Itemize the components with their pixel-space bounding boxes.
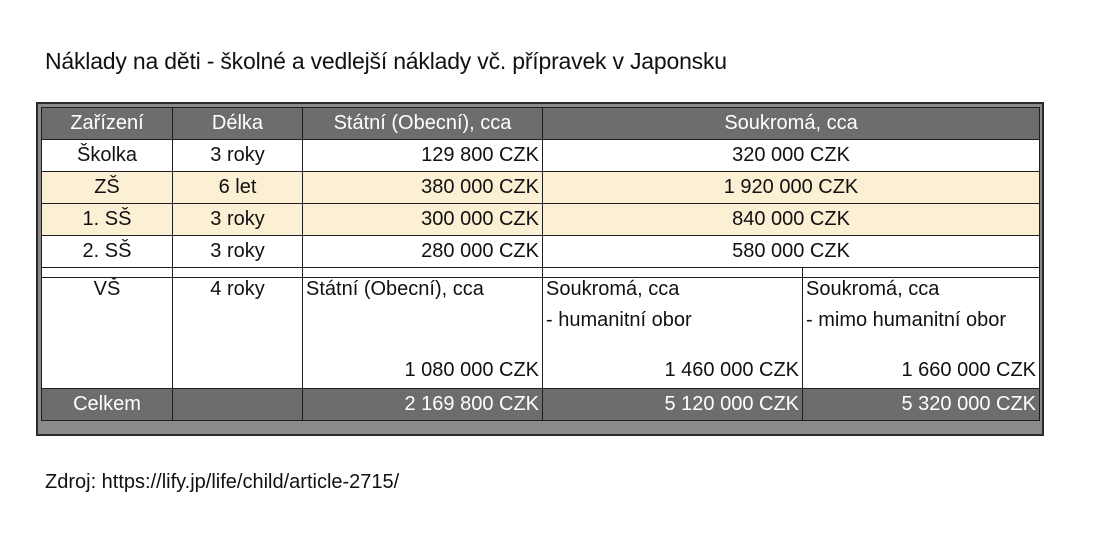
total-private-humanities: 5 120 000 CZK xyxy=(543,389,803,421)
university-row xyxy=(42,278,1040,389)
total-row xyxy=(42,389,1040,421)
cell-duration: 3 roky xyxy=(173,204,303,236)
university-private-humanities-cell xyxy=(543,278,803,389)
university-private-other-cell xyxy=(803,278,1040,389)
separator-cell xyxy=(42,268,173,278)
university-duration: 4 roky xyxy=(173,278,303,389)
university-private-other-label: Soukromá, cca xyxy=(806,278,940,300)
cell-facility: Školka xyxy=(42,140,173,172)
header-public: Státní (Obecní), cca xyxy=(303,108,543,140)
university-private-humanities-label: Soukromá, cca xyxy=(546,278,680,300)
cell-private: 580 000 CZK xyxy=(543,236,1040,268)
cell-duration: 3 roky xyxy=(173,140,303,172)
cell-private: 320 000 CZK xyxy=(543,140,1040,172)
source-note: Zdroj: https://lify.jp/life/child/article-2715/ xyxy=(45,471,400,493)
total-private-other: 5 320 000 CZK xyxy=(803,389,1040,421)
university-facility: VŠ xyxy=(42,278,173,389)
cost-table xyxy=(41,107,1040,421)
university-private-other-amount: 1 660 000 CZK xyxy=(901,359,1037,381)
university-private-humanities-amount: 1 460 000 CZK xyxy=(664,359,799,381)
separator-cell xyxy=(803,268,1040,278)
cell-private: 840 000 CZK xyxy=(543,204,1040,236)
university-public-label: Státní (Obecní), cca xyxy=(306,278,484,300)
total-empty-cell xyxy=(173,389,303,421)
separator-cell xyxy=(543,268,803,278)
cell-facility: 1. SŠ xyxy=(42,204,173,236)
separator-cell xyxy=(173,268,303,278)
cell-private: 1 920 000 CZK xyxy=(543,172,1040,204)
cell-public: 129 800 CZK xyxy=(303,140,543,172)
university-private-other-sub: - mimo humanitní obor xyxy=(806,309,1007,331)
university-public-cell xyxy=(303,278,543,389)
table-header-row xyxy=(42,108,1040,140)
cell-public: 300 000 CZK xyxy=(303,204,543,236)
cell-public: 280 000 CZK xyxy=(303,236,543,268)
university-public-amount: 1 080 000 CZK xyxy=(404,359,539,381)
table-separator-row xyxy=(42,268,1040,278)
total-public: 2 169 800 CZK xyxy=(303,389,543,421)
table-row xyxy=(42,140,1040,172)
cell-public: 380 000 CZK xyxy=(303,172,543,204)
page-title: Náklady na děti - školné a vedlejší náklady vč. přípravek v Japonsku xyxy=(45,48,727,74)
university-private-humanities-sub: - humanitní obor xyxy=(546,309,692,331)
header-duration: Délka xyxy=(173,108,303,140)
total-label: Celkem xyxy=(42,389,173,421)
header-facility: Zařízení xyxy=(42,108,173,140)
table-row xyxy=(42,236,1040,268)
table-row xyxy=(42,172,1040,204)
cell-duration: 6 let xyxy=(173,172,303,204)
cost-table-frame xyxy=(36,102,1044,436)
cell-facility: ZŠ xyxy=(42,172,173,204)
header-private: Soukromá, cca xyxy=(543,108,1040,140)
table-row xyxy=(42,204,1040,236)
cell-duration: 3 roky xyxy=(173,236,303,268)
cell-facility: 2. SŠ xyxy=(42,236,173,268)
separator-cell xyxy=(303,268,543,278)
